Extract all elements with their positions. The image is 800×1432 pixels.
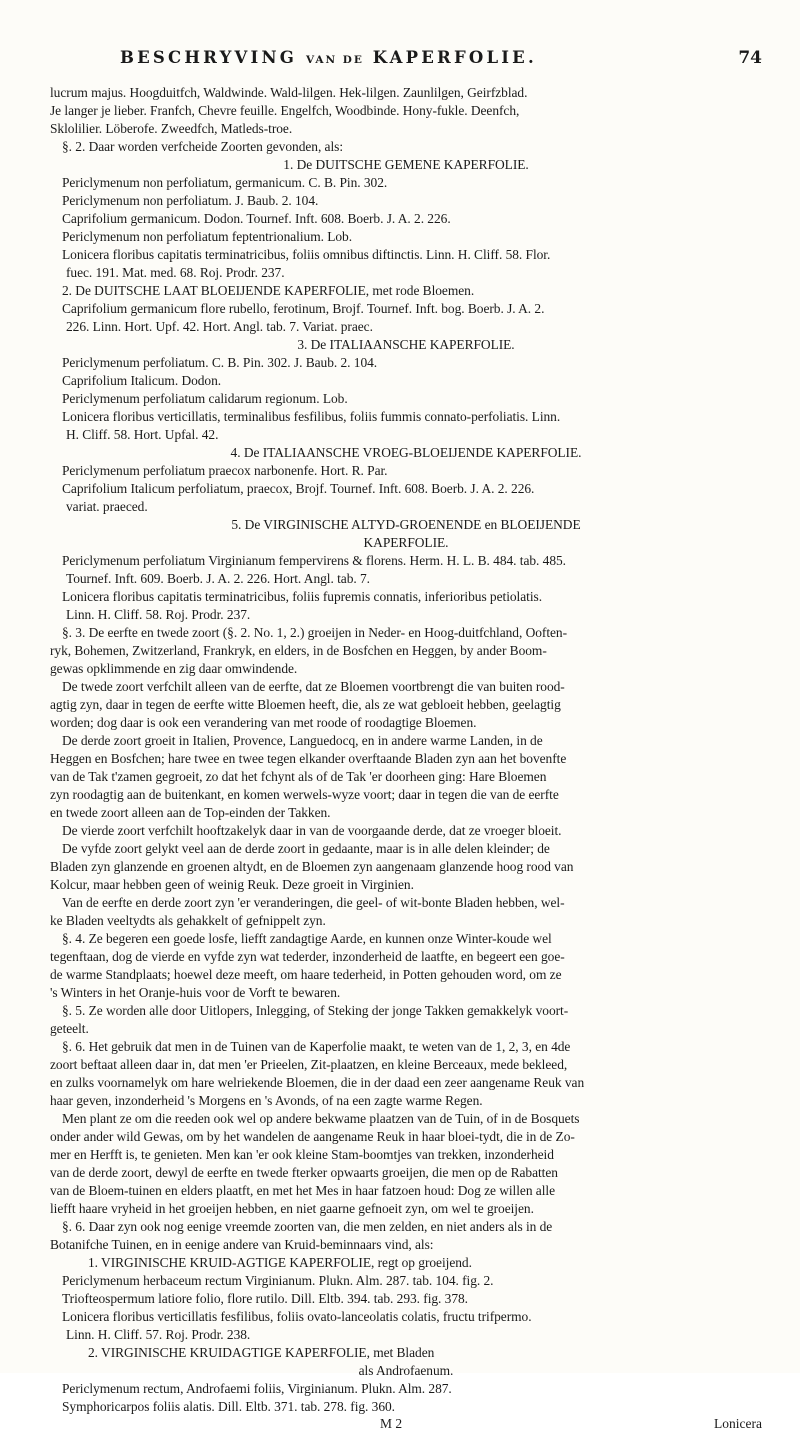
synonym-line: Periclymenum non perfoliatum. J. Baub. 2. 104. xyxy=(62,193,319,208)
paragraph-line: Men plant ze om die reeden ook wel op andere bekwame plaatzen van de Tuin, of in de Bosquets xyxy=(62,1111,580,1126)
synonym-line: Lonicera floribus verticillatis, terminalibus fesfilibus, foliis fummis connato-perfoliatis. Linn. xyxy=(62,409,561,424)
synonym-line: Linn. H. Cliff. 58. Roj. Prodr. 237. xyxy=(66,607,251,622)
synonym-line: Periclymenum non perfoliatum, germanicum. C. B. Pin. 302. xyxy=(62,175,388,190)
paragraph-line: liefft haare vryheid in het groeijen hebben, en niet gaarne gefnoeit zyn, om wel te groeijen. xyxy=(50,1201,534,1216)
header-title xyxy=(120,48,537,67)
paragraph-line: De twede zoort verfchilt alleen van de eerfte, dat ze Bloemen voortbrengt die van buiten rood- xyxy=(62,679,565,694)
catchword: Lonicera xyxy=(714,1416,762,1431)
page-number: 74 xyxy=(738,48,762,68)
section-heading: §. 2. Daar worden verfcheide Zoorten gevonden, als: xyxy=(62,139,344,154)
synonym-line: Lonicera floribus verticillatis fesfilibus, foliis ovato-lanceolatis colatis, fructu trifpermo. xyxy=(62,1309,532,1324)
signature-mark: M 2 xyxy=(380,1416,403,1431)
synonym-line: Periclymenum herbaceum rectum Virginianum. Plukn. Alm. 287. tab. 104. fig. 2. xyxy=(62,1273,494,1288)
paragraph-line: §. 3. De eerfte en twede zoort (§. 2. No. 1, 2.) groeijen in Neder- en Hoog-duitfchland, Ooften- xyxy=(62,625,568,640)
paragraph-line: §. 4. Ze begeren een goede losfe, liefft zandagtige Aarde, en kunnen onze Winter-koude wel xyxy=(62,931,552,946)
synonym-line: Caprifolium Italicum. Dodon. xyxy=(62,373,222,388)
header-title-small: VAN DE xyxy=(306,54,364,66)
paragraph-line: De vierde zoort verfchilt hooftzakelyk daar in van de voorgaande derde, dat ze vroeger bloeit. xyxy=(62,823,562,838)
synonym-line: Periclymenum non perfoliatum feptentrionalium. Lob. xyxy=(62,229,353,244)
species-heading: als Androfaenum. xyxy=(358,1363,454,1378)
paragraph-line: De vyfde zoort gelykt veel aan de derde zoort in gedaante, maar is in alle delen kleinder; de xyxy=(62,841,550,856)
paragraph-line: ryk, Bohemen, Zwitzerland, Frankryk, en elders, in de Bosfchen en Heggen, by ander Boom- xyxy=(50,643,547,658)
synonym-line: Caprifolium Italicum perfoliatum, praecox, Brojf. Tournef. Inft. 608. Boerb. J. A. 2. 226. xyxy=(62,481,535,496)
synonym-line: Lonicera floribus capitatis terminatricibus, foliis fupremis connatis, inferioribus petiolatis. xyxy=(62,589,542,604)
paragraph-line: Heggen en Bosfchen; hare twee en twee tegen elkander overftaande Bladen zyn aan het bovenfte xyxy=(50,751,567,766)
paragraph-line: worden; dog daar is ook een verandering van met roode of roodagtige Bloemen. xyxy=(50,715,477,730)
synonym-line: Periclymenum perfoliatum calidarum regionum. Lob. xyxy=(62,391,348,406)
page-footer xyxy=(50,1416,762,1432)
synonym-line: Lonicera floribus capitatis terminatricibus, foliis omnibus diftinctis. Linn. H. Cliff. 58. Flor. xyxy=(62,247,551,262)
synonym-line: H. Cliff. 58. Hort. Upfal. 42. xyxy=(66,427,219,442)
synonym-line: variat. praeced. xyxy=(66,499,148,514)
synonym-line: Triofteospermum latiore folio, flore rutilo. Dill. Eltb. 394. tab. 293. fig. 378. xyxy=(62,1291,468,1306)
paragraph-line: §. 6. Het gebruik dat men in de Tuinen van de Kaperfolie maakt, te weten van de 1, 2, 3, en 4de xyxy=(62,1039,571,1054)
synonym-line: Symphoricarpos foliis alatis. Dill. Eltb. 371. tab. 278. fig. 360. xyxy=(62,1399,395,1414)
paragraph-line: gewas opklimmende en zig daar omwindende. xyxy=(50,661,298,676)
paragraph-line: onder ander wild Gewas, om by het wandelen de aangename Reuk in haar bloei-tydt, die in de Zo- xyxy=(50,1129,575,1144)
paragraph-line: tegenftaan, dog de vierde en vyfde zyn wat tederder, inzonderheid de laatfte, en begeert een goe- xyxy=(50,949,565,964)
paragraph-line: Van de eerfte en derde zoort zyn 'er veranderingen, die geel- of wit-bonte Bladen hebben, wel- xyxy=(62,895,565,910)
synonym-line: 226. Linn. Hort. Upf. 42. Hort. Angl. tab. 7. Variat. praec. xyxy=(66,319,373,334)
synonym-line: Caprifolium germanicum. Dodon. Tournef. Inft. 608. Boerb. J. A. 2. 226. xyxy=(62,211,451,226)
header-title-end: KAPERFOLIE. xyxy=(372,48,537,67)
synonym-line: fuec. 191. Mat. med. 68. Roj. Prodr. 237. xyxy=(66,265,285,280)
species-heading: KAPERFOLIE. xyxy=(363,535,449,550)
paragraph-line: van de Tak t'zamen gegroeit, zo dat het fchynt als of de Tak 'er doorheen ging: Hare Bloemen xyxy=(50,769,547,784)
text-line: Je langer je lieber. Franfch, Chevre feuille. Engelfch, Woodbinde. Hony-fukle. Deenfch, xyxy=(50,103,520,118)
paragraph-line: en zulks voornamelyk om hare welriekende Bloemen, die in der daad een zeer aangename Reuk van xyxy=(50,1075,585,1090)
paragraph-line: ke Bladen veeltydts als gehakkelt of gefnippelt zyn. xyxy=(50,913,326,928)
paragraph-line: haar geven, inzonderheid 's Morgens en 's Avonds, of na een zagte warme Regen. xyxy=(50,1093,483,1108)
paragraph-line: Botanifche Tuinen, en in eenige andere van Kruid-beminnaars vind, als: xyxy=(50,1237,434,1252)
paragraph-line: Bladen zyn glanzende en groenen altydt, en de Bloemen zyn aangenaam glanzende hoog rood van xyxy=(50,859,574,874)
paragraph-line: mer en Herfft is, te genieten. Men kan 'er ook kleine Stam-boomtjes van trekken, inzonderheid xyxy=(50,1147,554,1162)
paragraph-line: 's Winters in het Oranje-huis voor de Vorft te bewaren. xyxy=(50,985,341,1000)
paragraph-line: agtig zyn, daar in tegen de eerfte witte Bloemen heeft, die, als ze wat gebloeit hebben, geelagtig xyxy=(50,697,561,712)
synonym-line: Periclymenum perfoliatum. C. B. Pin. 302. J. Baub. 2. 104. xyxy=(62,355,378,370)
species-heading: 5. De VIRGINISCHE ALTYD-GROENENDE en BLOEIJENDE xyxy=(231,517,581,532)
running-header xyxy=(120,48,762,68)
synonym-line: Periclymenum perfoliatum praecox narbonenfe. Hort. R. Par. xyxy=(62,463,388,478)
paragraph-line: van de Bloem-tuinen en elders plaatft, en met het Mes in haar fatzoen houd: Dog ze willen alle xyxy=(50,1183,556,1198)
paragraph-line: §. 5. Ze worden alle door Uitlopers, Inlegging, of Steking der jonge Takken gemakkelyk voort- xyxy=(62,1003,569,1018)
species-heading: 3. De ITALIAANSCHE KAPERFOLIE. xyxy=(297,337,515,352)
body-text xyxy=(50,84,762,1416)
paragraph-line: zyn roodagtig aan de buitenkant, en komen werwels-wyze voort; daar in tegen die van de eerfte xyxy=(50,787,559,802)
synonym-line: Periclymenum perfoliatum Virginianum fempervirens & florens. Herm. H. L. B. 484. tab. 485. xyxy=(62,553,566,568)
paragraph-line: De derde zoort groeit in Italien, Provence, Languedocq, en in andere warme Landen, in de xyxy=(62,733,543,748)
text-line: Sklolilier. Löberofe. Zweedfch, Matleds-troe. xyxy=(50,121,293,136)
paragraph-line: geteelt. xyxy=(50,1021,89,1036)
synonym-line: Tournef. Inft. 609. Boerb. J. A. 2. 226. Hort. Angl. tab. 7. xyxy=(66,571,370,586)
paragraph-line: zoort beftaat alleen daar in, dat men 'er Prieelen, Zit-plaatzen, en kleine Berceaux, mede bekleed, xyxy=(50,1057,568,1072)
species-heading: 2. VIRGINISCHE KRUIDAGTIGE KAPERFOLIE, met Bladen xyxy=(88,1345,435,1360)
synonym-line: Periclymenum rectum, Androfaemi foliis, Virginianum. Plukn. Alm. 287. xyxy=(62,1381,452,1396)
synonym-line: Caprifolium germanicum flore rubello, ferotinum, Brojf. Tournef. Inft. bog. Boerb. J. A. 2. xyxy=(62,301,545,316)
paragraph-line: van de derde zoort, dewyl de eerfte en twede fterker opwaarts groeijen, die men op de Rabatten xyxy=(50,1165,558,1180)
paragraph-line: §. 6. Daar zyn ook nog eenige vreemde zoorten van, die men zelden, en niet anders als in de xyxy=(62,1219,553,1234)
species-heading: 4. De ITALIAANSCHE VROEG-BLOEIJENDE KAPERFOLIE. xyxy=(230,445,582,460)
paragraph-line: Kolcur, maar hebben geen of weinig Reuk. Deze groeit in Virginien. xyxy=(50,877,414,892)
species-heading: 1. VIRGINISCHE KRUID-AGTIGE KAPERFOLIE, regt op groeijend. xyxy=(88,1255,472,1270)
species-heading: 2. De DUITSCHE LAAT BLOEIJENDE KAPERFOLIE, met rode Bloemen. xyxy=(62,283,475,298)
paragraph-line: en twede zoort alleen aan de Top-einden der Takken. xyxy=(50,805,331,820)
synonym-line: Linn. H. Cliff. 57. Roj. Prodr. 238. xyxy=(66,1327,251,1342)
header-title-main: BESCHRYVING xyxy=(120,48,298,67)
species-heading: 1. De DUITSCHE GEMENE KAPERFOLIE. xyxy=(283,157,529,172)
paragraph-line: de warme Standplaats; hoewel deze meeft, om haare tederheid, in Potten gehouden word, om ze xyxy=(50,967,562,982)
text-line: lucrum majus. Hoogduitfch, Waldwinde. Wald-lilgen. Hek-lilgen. Zaunlilgen, Geirfzblad. xyxy=(50,85,528,100)
